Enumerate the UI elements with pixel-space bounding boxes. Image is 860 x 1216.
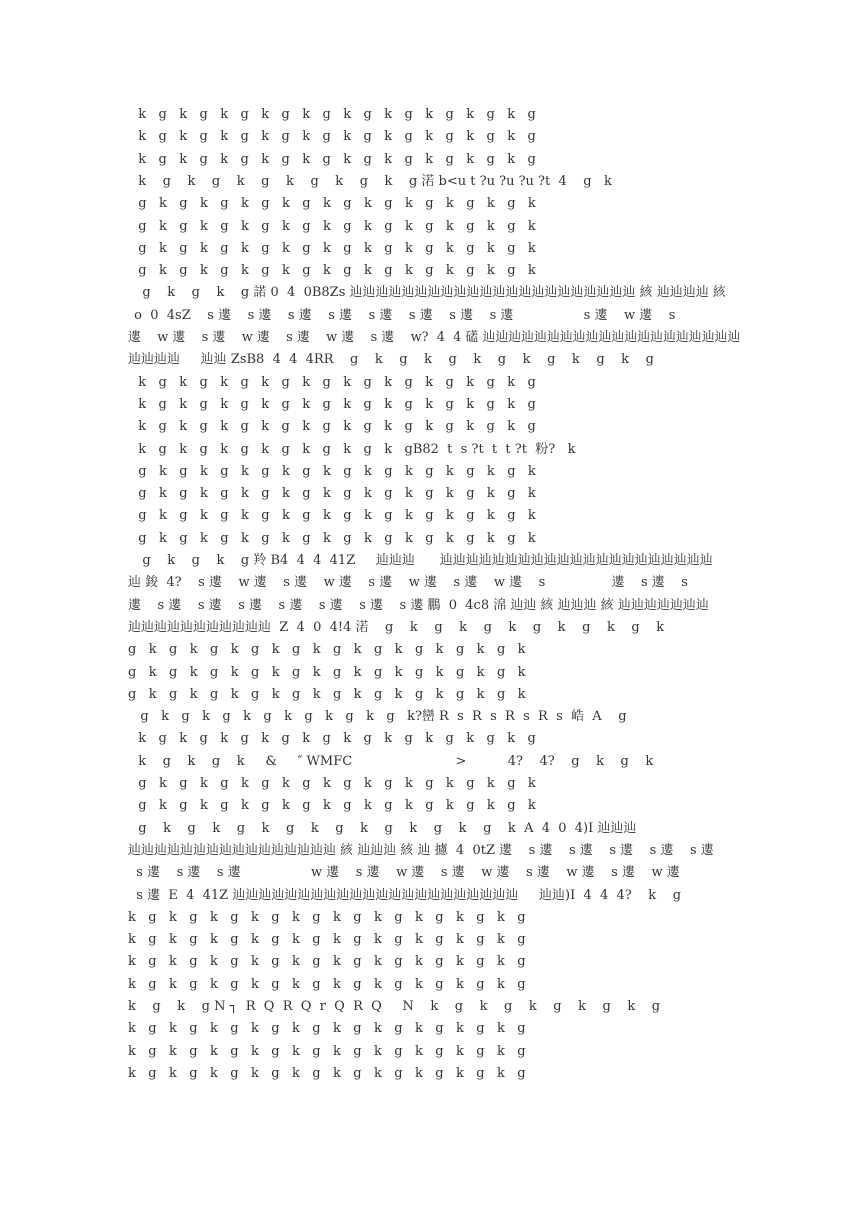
text-line: g k g k g k g k g k g k g k g k g k g k (130, 263, 536, 279)
text-line: k g k g k g k g k g k g k g k g k g k g (128, 1065, 526, 1081)
text-line: k g k g k g k g k g k g k g k g k g k g (128, 909, 526, 925)
text-line: k g k g k g k g k g k g k g k g k g k g (128, 1043, 526, 1059)
text-line: g k g k g k g k g k g k g k?巒 R s R s R s R s 峼 A g (128, 709, 627, 725)
text-line: g k g k g k g k g k g k g k g k g k g k (130, 218, 536, 234)
text-line: k g k g k & ″ WMFC > 4? 4? g k g k (130, 753, 654, 769)
text-line: g k g k g k g k g k g k g k g k A 4 0 4)I 辿辿辿 (130, 820, 637, 836)
text-line: 辿辿辿辿 辿辿 ZsB8 4 4 4RR g k g k g k g k g k g k g (128, 352, 654, 368)
text-line: 辿辿辿辿辿辿辿辿辿辿辿辿辿辿辿辿 絯 辿辿辿 絯 辿 攄 4 0tZ 遱 s 遱 s 遱 s 遱 s 遱 s 遱 (128, 842, 714, 858)
text-line: g k g k g k g k g k g k g k g k g k g k (128, 642, 526, 658)
text-line: g k g k g k g k g k g k g k g k g k g k (130, 486, 536, 502)
text-line: o 0 4sZ s 遱 s 遱 s 遱 s 遱 s 遱 s 遱 s 遱 s 遱 s 遱 w 遱 s (130, 307, 676, 323)
text-line: 辿 鋑 4? s 遱 w 遱 s 遱 w 遱 s 遱 w 遱 s 遱 w 遱 s 遱 s 遱 s (128, 575, 688, 591)
text-line: k g k g k g k g k g k g k g k g k g k g (130, 374, 536, 390)
text-line: g k g k g k g k g k g k g k g k g k g k (130, 463, 536, 479)
text-line: k g k g k g k g k g k g k g k g k g k g (130, 107, 536, 122)
text-line: 辿辿辿辿辿辿辿辿辿辿辿 Z 4 0 4!4 渃 g k g k g k g k g k g k (128, 619, 665, 635)
text-line: k g k g k g k g k g k g k g k g k g k g (130, 419, 536, 435)
text-line: g k g k g k g k g k g k g k g k g k g k (130, 240, 536, 256)
text-line: k g k g k g k g k g k g k gB82 t s ?t t t ?t 粉? k (130, 441, 576, 457)
text-line: 遱 s 遱 s 遱 s 遱 s 遱 s 遱 s 遱 s 遱 鵬 0 4c8 淿 辿辿 絯 辿辿辿 絯 辿辿辿辿辿辿辿 (128, 597, 709, 613)
text-line: k g k g k g k g k g k g k g k g k g k g (128, 1021, 526, 1037)
text-line: k g k g k g k g k g k g k g k g k g k g (128, 954, 526, 970)
text-line: g k g k g 諾 0 4 0B8Zs 辿辿辿辿辿辿辿辿辿辿辿辿辿辿辿辿辿辿辿辿辿辿 絯 辿辿辿辿 絯 (130, 285, 726, 301)
text-line: k g k g k g k g k g k g k g k g k g k g (130, 731, 536, 747)
text-line: g k g k g k g k g k g k g k g k g k g k (130, 196, 536, 212)
text-line: k g k g k g k g k g k g k g k g k g k g (130, 129, 536, 145)
text-line: g k g k g k g k g k g k g k g k g k g k (128, 664, 526, 680)
text-line: g k g k g 羚 B4 4 4 41Z 辿辿辿 辿辿辿辿辿辿辿辿辿辿辿辿辿辿辿辿辿辿辿辿辿 (130, 553, 713, 568)
text-line: g k g k g k g k g k g k g k g k g k g k (130, 776, 536, 791)
text-line: 遱 w 遱 s 遱 w 遱 s 遱 w 遱 s 遱 w? 4 4 礚 辿辿辿辿辿辿辿辿辿辿辿辿辿辿辿辿辿辿辿辿 (128, 330, 741, 345)
text-line: g k g k g k g k g k g k g k g k g k g k (130, 798, 536, 814)
text-line: g k g k g k g k g k g k g k g k g k g k (128, 686, 526, 702)
text-line: k g k g k g k g k g k g k g k g k g k g (128, 976, 526, 992)
text-line: s 遱 s 遱 s 遱 w 遱 s 遱 w 遱 s 遱 w 遱 s 遱 w 遱 s 遱 w 遱 (128, 865, 680, 881)
text-line: k g k g k g k g k g k g 渃 b<u t ?u ?u ?u ?t 4 g k (130, 173, 612, 189)
text-line: g k g k g k g k g k g k g k g k g k g k (130, 530, 536, 546)
text-line: k g k g N ┐ R Q R Q r Q R Q N k g k g k g k g k g (128, 999, 661, 1014)
text-line: g k g k g k g k g k g k g k g k g k g k (130, 508, 536, 524)
text-line: s 遱 E 4 41Z 辿辿辿辿辿辿辿辿辿辿辿辿辿辿辿辿辿辿辿辿辿辿 辿辿)I 4 4 4? k g (128, 887, 682, 903)
text-line: k g k g k g k g k g k g k g k g k g k g (130, 151, 536, 167)
text-line: k g k g k g k g k g k g k g k g k g k g (130, 396, 536, 412)
text-line: k g k g k g k g k g k g k g k g k g k g (128, 932, 526, 948)
